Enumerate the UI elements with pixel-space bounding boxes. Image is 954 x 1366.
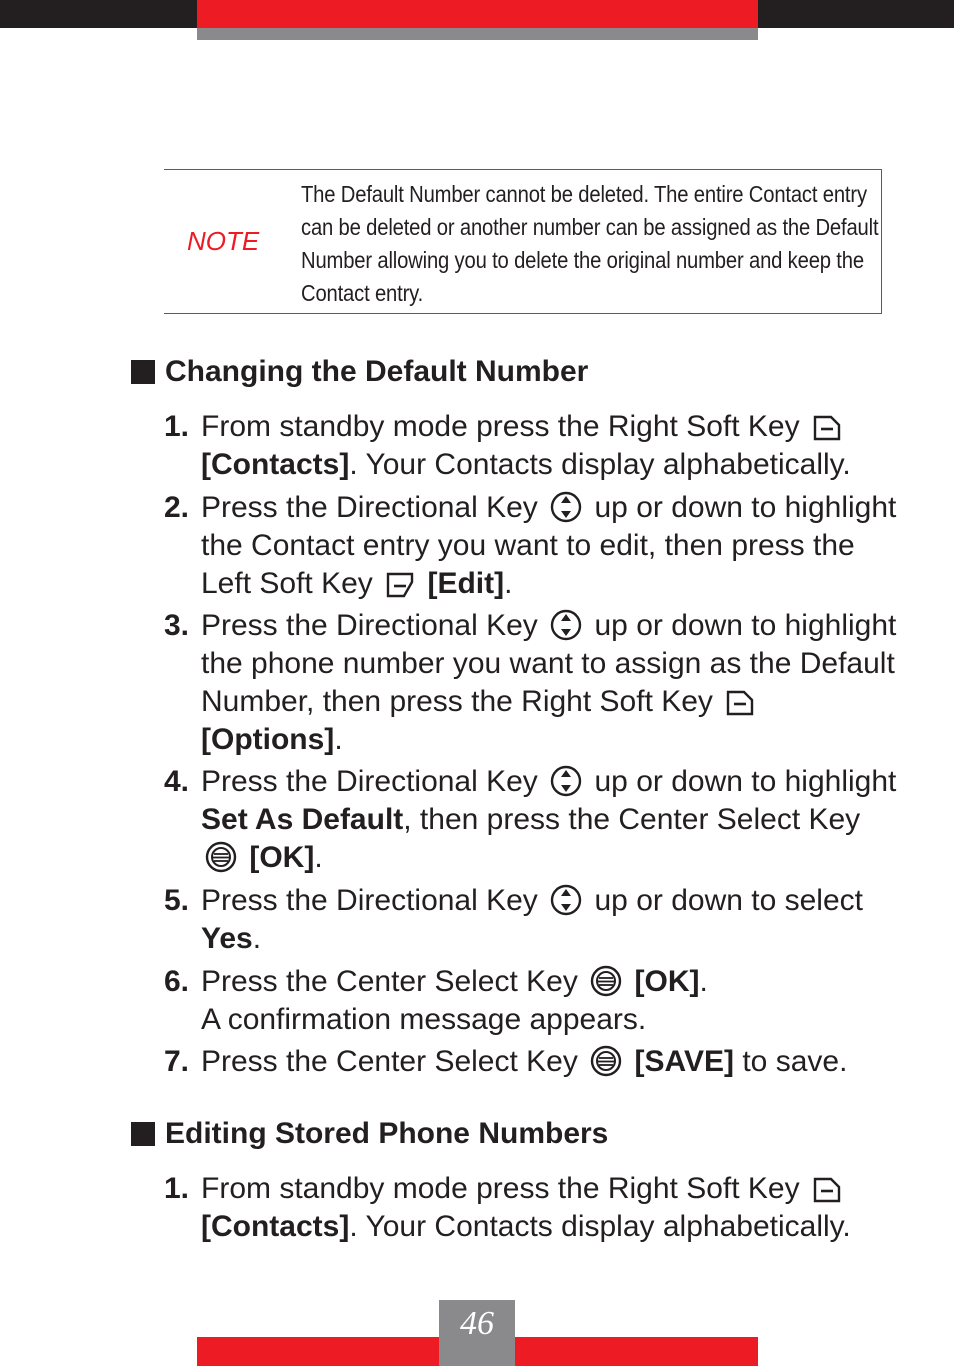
step-text: to save. (742, 1045, 848, 1078)
right-soft-key-icon (812, 1176, 842, 1204)
step-key-label: [Contacts] (201, 448, 350, 481)
note-label: NOTE (187, 226, 260, 256)
step-text: Press the Center Select Key (201, 1045, 578, 1078)
step-number: 6. (164, 965, 190, 998)
step-text: Press the Directional Key (201, 491, 538, 524)
right-soft-key-icon (725, 689, 755, 717)
directional-key-icon (550, 491, 582, 523)
step-key-label: [OK] (249, 841, 315, 874)
step-text: Press the Center Select Key (201, 965, 578, 998)
bullet-square-icon (131, 360, 155, 384)
top-black-bar-left (0, 0, 197, 28)
center-select-key-icon (205, 841, 237, 873)
step-text: . (252, 922, 262, 955)
step-text: A confirmation message appears. (201, 1003, 647, 1036)
section-title: Changing the Default Number (165, 355, 589, 388)
top-grey-bar (197, 28, 758, 40)
step-text: . (699, 965, 708, 998)
step-number: 4. (164, 765, 190, 798)
step-menu-label: Yes (201, 922, 253, 955)
step-text: . (334, 723, 343, 756)
step-key-label: [OK] (634, 965, 700, 998)
step-text: Press the Directional Key (201, 765, 538, 798)
step-number: 1. (164, 1172, 190, 1205)
step-key-label: [Edit] (427, 567, 505, 600)
bottom-red-bar-right (515, 1337, 758, 1366)
step-text: . (504, 567, 513, 600)
center-select-key-icon (590, 965, 622, 997)
step-number: 5. (164, 884, 190, 917)
step-key-label: [SAVE] (634, 1045, 734, 1078)
right-soft-key-icon (812, 414, 842, 442)
step-number: 7. (164, 1045, 190, 1078)
step-text: up or down to highlight the Contact entry you want to edit, then press the Left Soft Key (201, 491, 897, 600)
left-soft-key-icon (385, 571, 415, 599)
note-box (164, 169, 882, 314)
directional-key-icon (550, 765, 582, 797)
step-text: Press the Directional Key (201, 609, 538, 642)
note-text: The Default Number cannot be deleted. The entire Contact entry can be deleted or another number can be assigned as the Default Number allowing you to delete the original number and keep the Contact entry. (301, 181, 879, 306)
step-key-label: [Options] (201, 723, 335, 756)
directional-key-icon (550, 884, 582, 916)
step-text: From standby mode press the Right Soft Key (201, 1172, 800, 1205)
center-select-key-icon (590, 1045, 622, 1077)
step-text: From standby mode press the Right Soft Key (201, 410, 800, 443)
step-text: , then press the Center Select Key (403, 803, 861, 836)
page-number: 46 (460, 1305, 494, 1342)
bullet-square-icon (131, 1122, 155, 1146)
section-heading-changing-default (131, 355, 588, 389)
section-heading-editing-stored (131, 1117, 608, 1151)
top-black-bar-right (758, 0, 954, 28)
step-text: up or down to highlight (594, 765, 897, 798)
bottom-red-bar-left (197, 1337, 439, 1366)
step-text: . Your Contacts display alphabetically. (349, 1210, 851, 1243)
step-number: 3. (164, 609, 190, 642)
section-title: Editing Stored Phone Numbers (165, 1117, 609, 1150)
step-text: Press the Directional Key (201, 884, 538, 917)
top-red-bar (197, 0, 758, 28)
step-text: . Your Contacts display alphabetically. (349, 448, 851, 481)
step-text: up or down to select (594, 884, 863, 917)
step-text: . (314, 841, 323, 874)
directional-key-icon (550, 609, 582, 641)
step-number: 2. (164, 491, 190, 524)
step-number: 1. (164, 410, 190, 443)
step-menu-label: Set As Default (201, 803, 404, 836)
step-text: up or down to highlight the phone number you want to assign as the Default Number, then press the Right Soft Key (201, 609, 897, 718)
step-key-label: [Contacts] (201, 1210, 350, 1243)
